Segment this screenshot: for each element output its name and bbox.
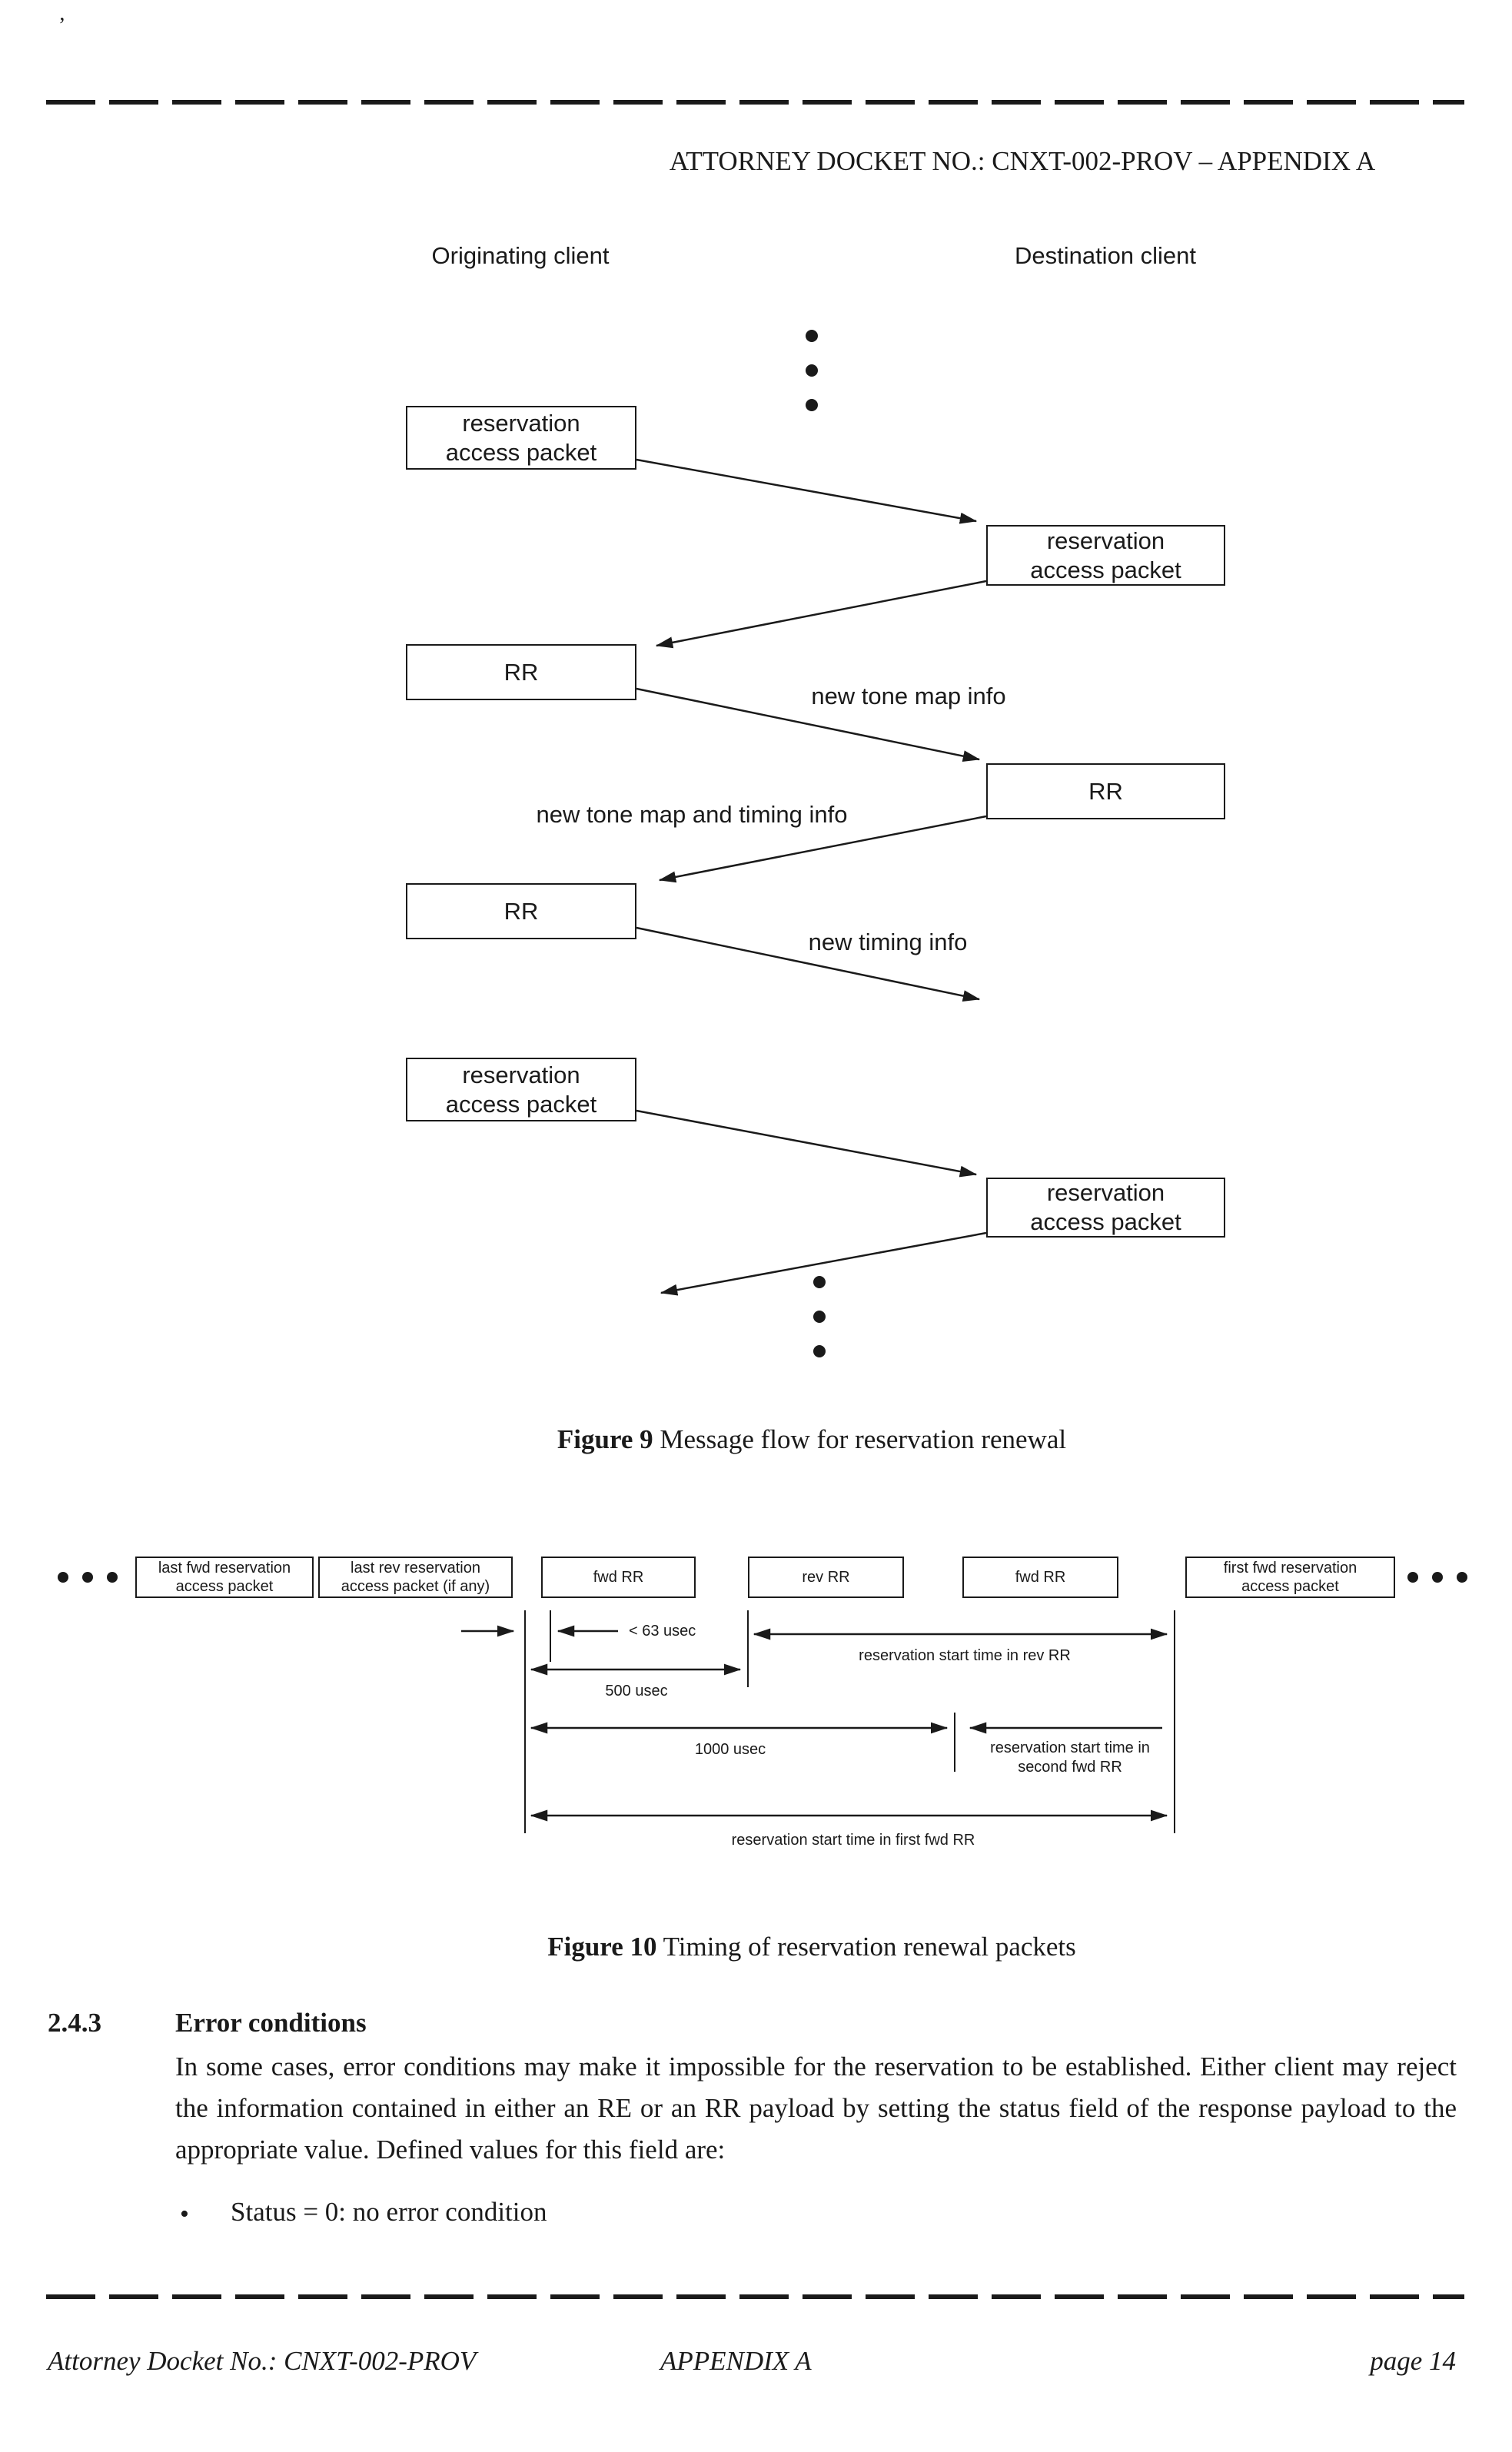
box-label-line: access packet <box>1030 1208 1181 1235</box>
page-header: ATTORNEY DOCKET NO.: CNXT-002-PROV – APPENDIX A <box>669 146 1376 176</box>
bullet-icon: • <box>180 2200 189 2228</box>
fig9-left-client-label: Originating client <box>431 242 610 269</box>
fig9-box-reservation-fwd-1 <box>406 406 636 470</box>
row-ellipsis-left-icon <box>58 1572 118 1583</box>
box-label-line: RR <box>503 897 539 925</box>
fig10-packet-fwd-rr-2 <box>962 1557 1118 1598</box>
footer-page-number: page 14 <box>1370 2346 1456 2376</box>
section-body: In some cases, error conditions may make it impossible for the reservation to be established. Either client may reject the information contained in either an RE or an RR payload by setting the status field of the response payload to the appropriate value. Defined values for this field are: <box>175 2052 1457 2165</box>
box-label-line: access packet <box>445 1090 597 1118</box>
fig10-packet-rev-rr <box>748 1557 904 1598</box>
packet-label-line: fwd RR <box>593 1569 644 1586</box>
timing-label-line: second fwd RR <box>1018 1759 1122 1776</box>
fig9-box-rr-1 <box>406 644 636 700</box>
section-title: Error conditions <box>175 2008 367 2038</box>
ellipsis-bottom-icon <box>813 1276 826 1357</box>
footer-appendix: APPENDIX A <box>660 2346 812 2376</box>
top-divider <box>46 100 1464 105</box>
footer-docket: Attorney Docket No.: CNXT-002-PROV <box>48 2346 477 2376</box>
box-label-line: access packet <box>445 438 597 466</box>
arrow-reservation-rev-1 <box>656 581 986 646</box>
arrow-reservation-fwd-1 <box>636 460 976 521</box>
fig9-caption-number: Figure 9 <box>557 1424 653 1454</box>
packet-label-line: access packet (if any) <box>341 1578 490 1595</box>
box-label-line: access packet <box>1030 556 1181 583</box>
fig10-packet-fwd-rr-1 <box>541 1557 696 1598</box>
fig10-packet-last-fwd-reservation <box>135 1557 314 1598</box>
fig9-label-new-timing: new timing info <box>808 929 968 955</box>
fig10-label-second-fwd-start <box>970 1739 1170 1777</box>
packet-label-line: access packet <box>1241 1578 1339 1595</box>
packet-label-line: last fwd reservation <box>158 1560 291 1577</box>
stray-mark: ’ <box>58 14 66 38</box>
packet-label-line: fwd RR <box>1015 1569 1066 1586</box>
box-label-line: RR <box>503 658 539 686</box>
fig9-box-reservation-fwd-2 <box>406 1058 636 1121</box>
fig10-caption-number: Figure 10 <box>547 1932 657 1962</box>
section-number: 2.4.3 <box>48 2008 101 2038</box>
fig10-label-1000usec: 1000 usec <box>694 1741 766 1758</box>
fig9-box-rr-2 <box>986 763 1225 819</box>
box-label-line: reservation <box>462 1061 580 1088</box>
fig9-right-client-label: Destination client <box>1014 242 1197 269</box>
fig9-label-new-tone-map-timing: new tone map and timing info <box>536 801 848 828</box>
fig10-packet-last-rev-reservation <box>318 1557 513 1598</box>
arrow-reservation-fwd-2 <box>636 1111 976 1175</box>
packet-label-line: access packet <box>175 1578 274 1595</box>
fig9-box-reservation-rev-1 <box>986 525 1225 586</box>
bottom-divider <box>46 2294 1464 2299</box>
fig10-label-lt63: < 63 usec <box>629 1623 696 1640</box>
fig10-label-500usec: 500 usec <box>605 1683 668 1699</box>
fig9-box-rr-3 <box>406 883 636 939</box>
bullet-text: Status = 0: no error condition <box>231 2197 547 2227</box>
fig10-caption-text: Timing of reservation renewal packets <box>656 1932 1076 1962</box>
packet-label-line: first fwd reservation <box>1223 1560 1357 1577</box>
fig9-label-new-tone-map: new tone map info <box>811 683 1006 709</box>
packet-label-line: rev RR <box>802 1569 850 1586</box>
fig10-label-first-fwd-start: reservation start time in first fwd RR <box>731 1832 975 1849</box>
box-label-line: RR <box>1088 777 1123 805</box>
fig10-packet-first-fwd-reservation <box>1185 1557 1395 1598</box>
box-label-line: reservation <box>462 409 580 437</box>
row-ellipsis-right-icon <box>1407 1572 1467 1583</box>
fig9-box-reservation-rev-2 <box>986 1178 1225 1238</box>
packet-label-line: last rev reservation <box>351 1560 480 1577</box>
timing-label-line: reservation start time in <box>990 1739 1150 1756</box>
box-label-line: reservation <box>1046 1179 1165 1206</box>
box-label-line: reservation <box>1046 527 1165 554</box>
ellipsis-top-icon <box>806 330 818 411</box>
fig10-label-rev-rr-start: reservation start time in rev RR <box>859 1647 1071 1664</box>
fig9-caption-text: Message flow for reservation renewal <box>653 1424 1067 1454</box>
